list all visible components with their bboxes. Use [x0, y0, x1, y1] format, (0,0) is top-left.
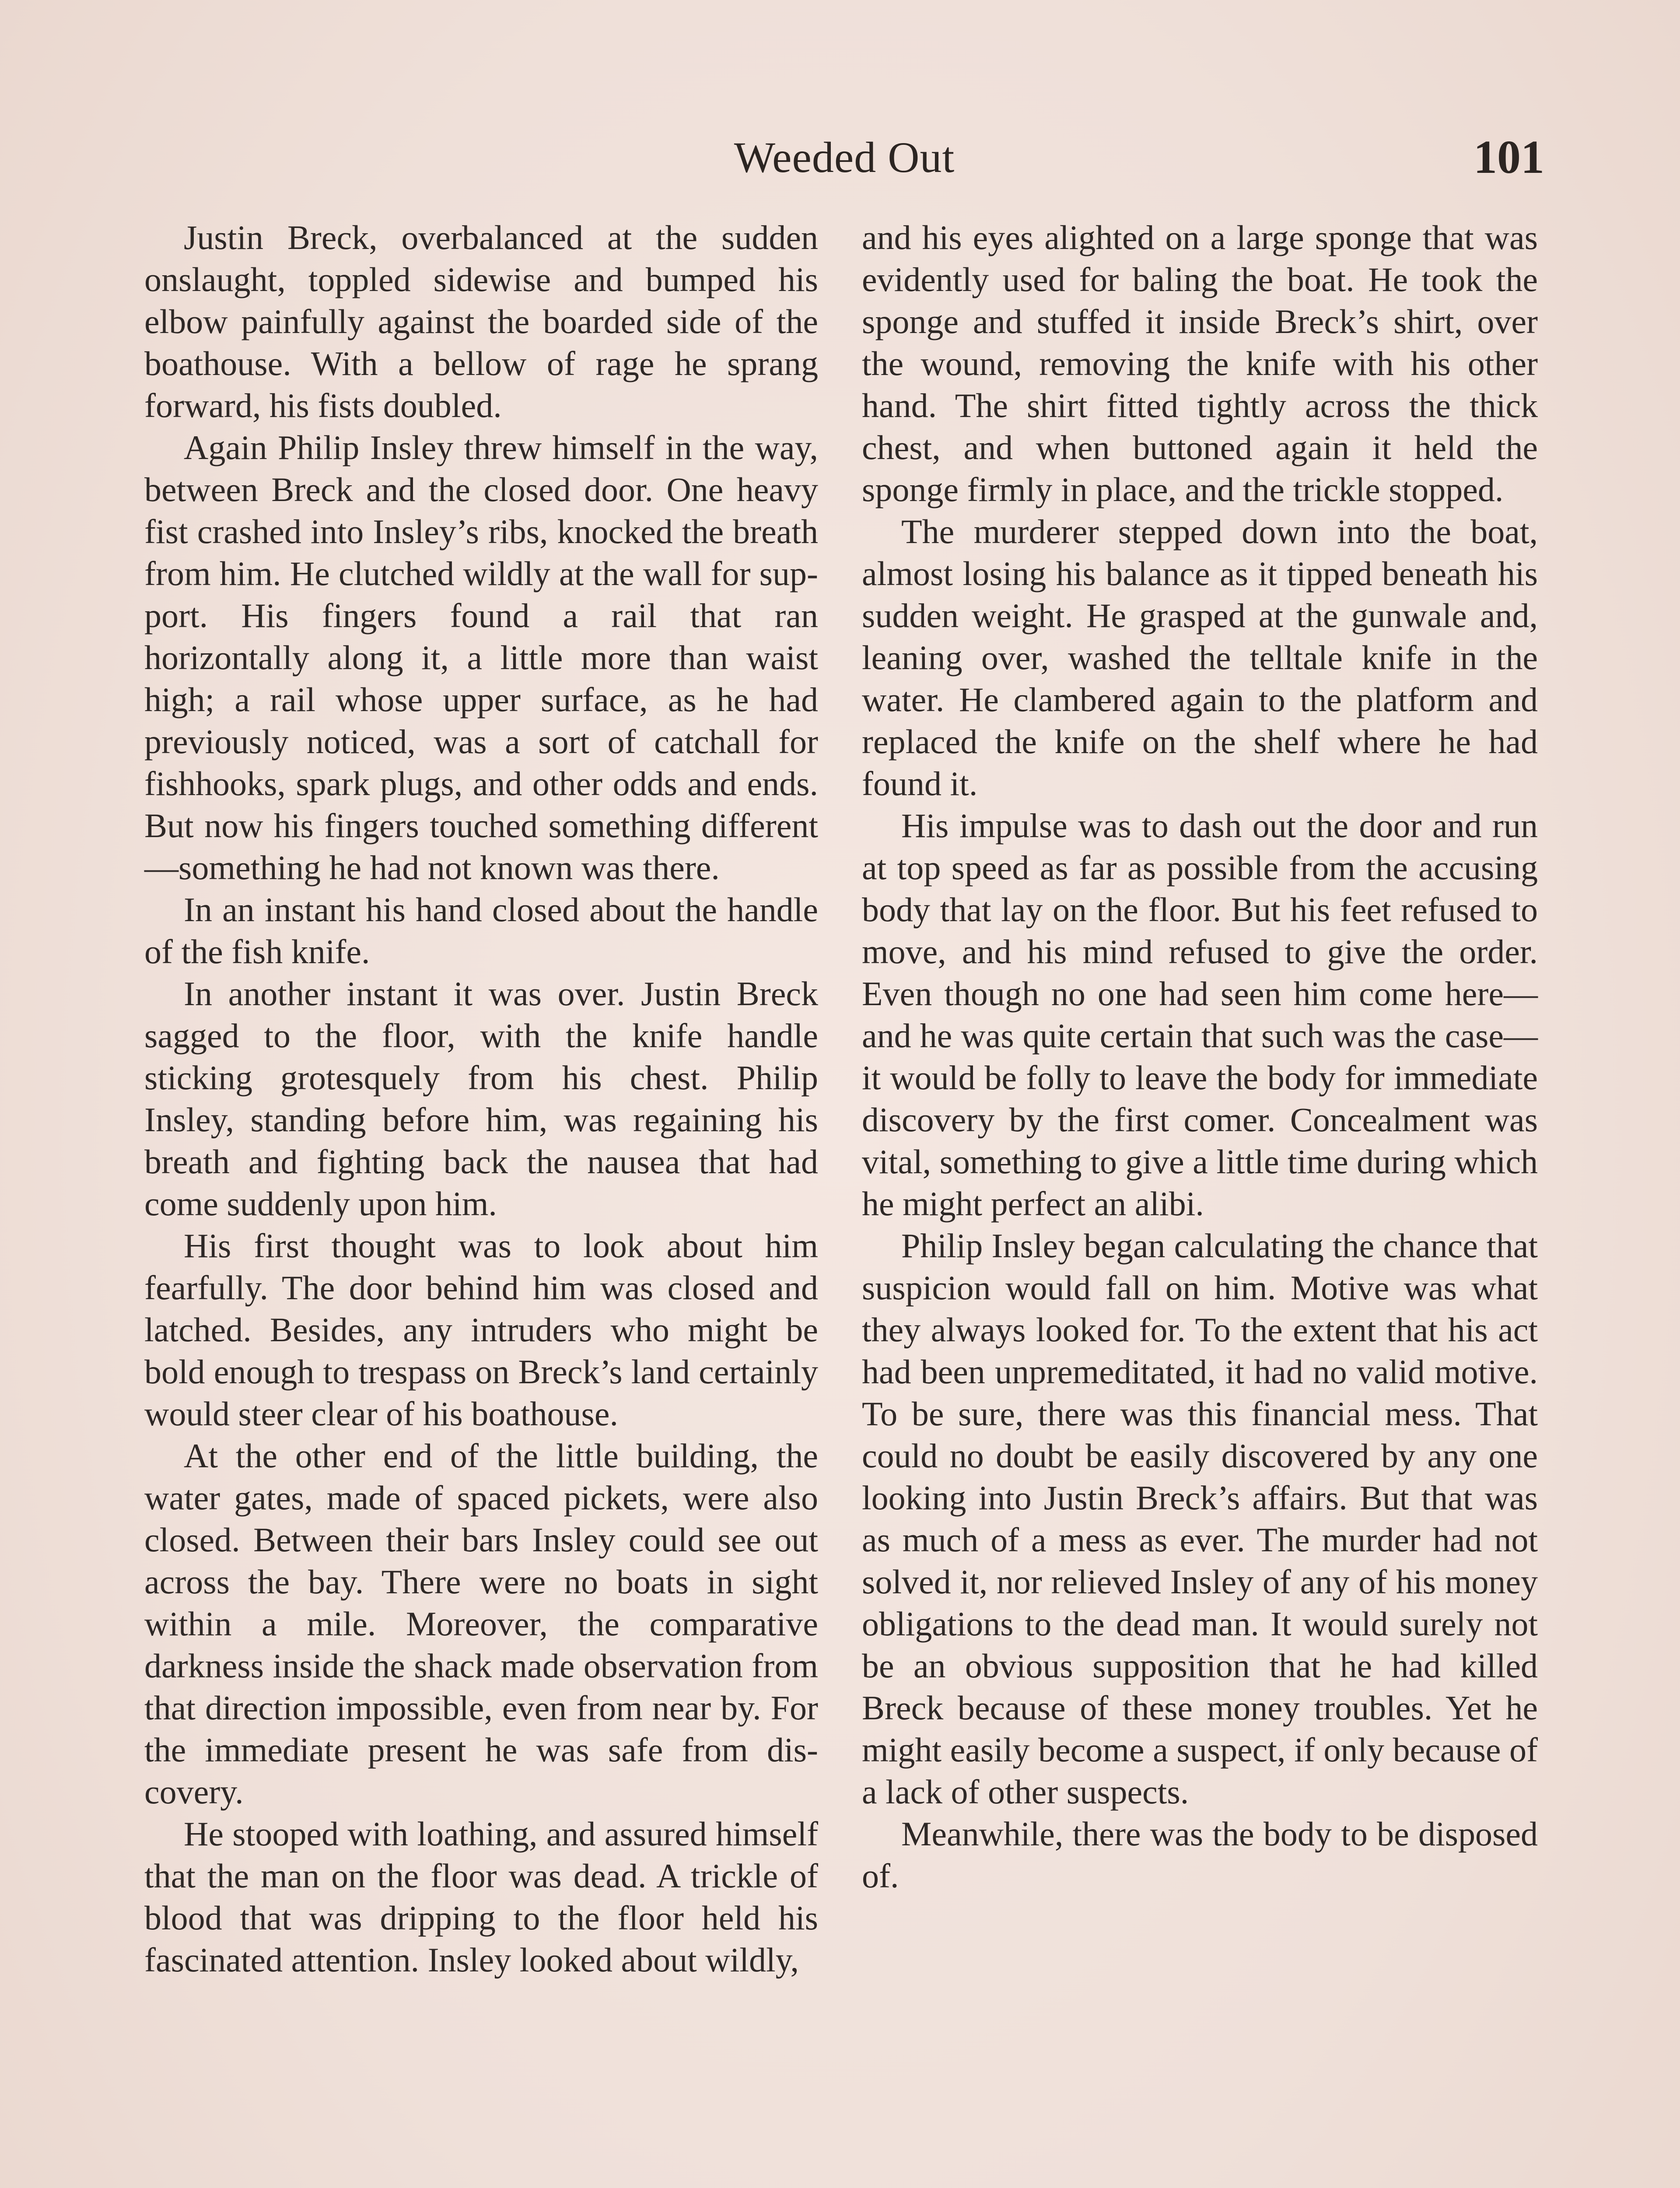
paragraph: Justin Breck, overbalanced at the sudden onslaught, toppled sidewise and bumped his elbow painfully against the boarded side of the boathouse. With a bellow of rage he sprang forward, his fists doubled. — [144, 218, 818, 424]
running-title: Weeded Out — [734, 133, 955, 182]
paragraph: His impulse was to dash out the door and run at top speed as far as possible from the accusing body that lay on the floor. But his feet refused to move, and his mind refused to give the order. Even though no one had seen him come here—and he was quite certain that such was the case—it would be folly to leave the body for immediate discovery by the first comer. Concealment was vital, something to give a little time during which he might perfect an alibi. — [862, 806, 1538, 1223]
page-header — [144, 127, 1544, 193]
paragraph: In another instant it was over. Justin Breck sagged to the floor, with the knife handle sticking grotesquely from his chest. Philip Insley, standing before him, was regaining his breath and fighting back the nausea that had come suddenly upon him. — [144, 975, 818, 1223]
paragraph: The murderer stepped down into the boat, almost losing his balance as it tipped beneath his sudden weight. He grasped at the gunwale and, leaning over, washed the telltale knife in the water. He clambered again to the platform and replaced the knife on the shelf where he had found it. — [862, 512, 1538, 803]
page-number: 101 — [1474, 131, 1544, 183]
paragraph-continuation: and his eyes alighted on a large sponge that was evidently used for baling the boat. He took the sponge and stuffed it inside Breck’s shirt, over the wound, removing the knife with his other hand. The shirt fitted tightly across the thick chest, and when buttoned again it held the sponge firmly in place, and the trickle stopped. — [862, 218, 1538, 508]
left-column — [144, 217, 818, 1981]
paragraph: At the other end of the little building, the water gates, made of spaced pickets, were also closed. Between their bars Insley could see out across the bay. There were no boats in sight within a mile. Moreover, the comparative darkness inside the shack made observation from that direction impossible, even from near by. For the immediate present he was safe from discovery. — [144, 1437, 818, 1811]
right-column — [862, 217, 1538, 1897]
paragraph: His first thought was to look about him fearfully. The door behind him was closed and latched. Besides, any intruders who might be bold enough to trespass on Breck’s land certainly would steer clear of his boathouse. — [144, 1227, 818, 1433]
paragraph: Meanwhile, there was the body to be disposed of. — [862, 1815, 1538, 1895]
paragraph: Philip Insley began calculating the chance that suspicion would fall on him. Motive was what they always looked for. To the extent that his act had been unpremeditated, it had no valid motive. To be sure, there was this financial mess. That could no doubt be easily discovered by any one looking into Justin Breck’s affairs. But that was as much of a mess as ever. The murder had not solved it, nor relieved Insley of any of his money obligations to the dead man. It would surely not be an obvious supposition that he had killed Breck because of these money troubles. Yet he might easily become a suspect, if only because of a lack of other suspects. — [862, 1227, 1538, 1811]
paragraph: He stooped with loathing, and assured himself that the man on the floor was dead. A trickle of blood that was dripping to the floor held his fascinated attention. Insley looked about wildly, — [144, 1815, 818, 1979]
paragraph: Again Philip Insley threw himself in the way, between Breck and the closed door. One heavy fist crashed into Insley’s ribs, knocked the breath from him. He clutched wildly at the wall for support. His fingers found a rail that ran horizontally along it, a little more than waist high; a rail whose upper surface, as he had previously noticed, was a sort of catchall for fishhooks, spark plugs, and other odds and ends. But now his fingers touched something different—something he had not known was there. — [144, 428, 818, 887]
paragraph: In an instant his hand closed about the handle of the fish knife. — [144, 891, 818, 971]
